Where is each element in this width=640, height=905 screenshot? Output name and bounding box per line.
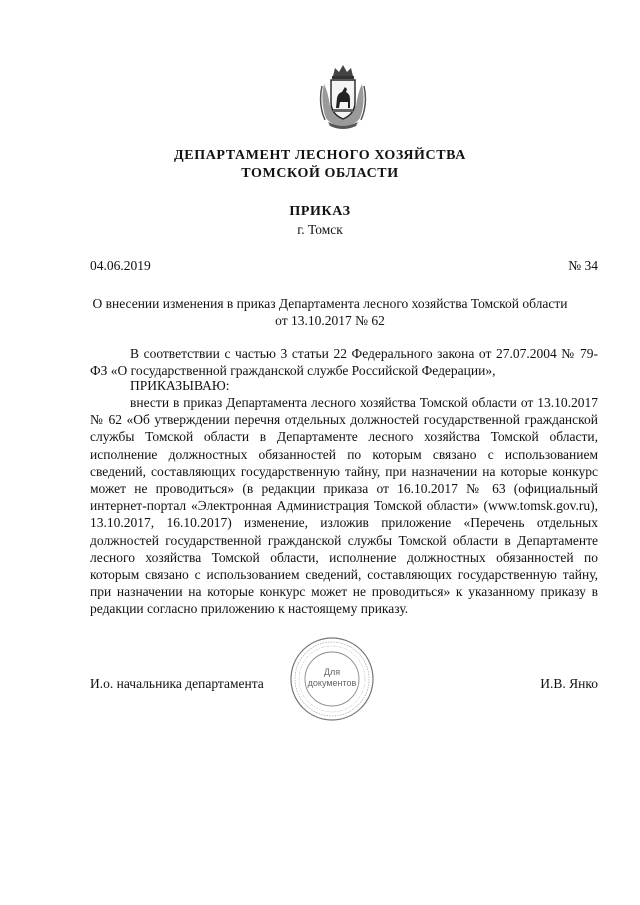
- stamp-line2: документов: [307, 678, 357, 688]
- order-paragraph: внести в приказ Департамента лесного хозяйства Томской области от 13.10.2017 № 62 «Об утверждении перечня отдельных должностей государственной гражданской службы Томской области в Департаменте лесного хозяйства Томской области, исполнение должностных обязанностей по которым связано с использованием сведений, составляющих государственную тайну, при назначении на которые конкурс может не проводиться» (в редакции приказа от 16.10.2017 № 63 (официальный интернет-портал «Электронная Администрация Томской области» (www.tomsk.gov.ru), 13.10.2017, 16.10.2017) изменение, изложив приложение «Перечень отдельных должностей государственной гражданской службы Томской области в Департаменте лесного хозяйства Томской области, исполнение должностных обязанностей по которым связано с использованием сведений, составляющих государственную тайну, при назначении на которые конкурс может не проводиться» к указанному приказу в редакции согласно приложению к настоящему приказу.: [90, 395, 598, 617]
- department-name-line1: ДЕПАРТАМЕНТ ЛЕСНОГО ХОЗЯЙСТВА: [174, 148, 466, 163]
- document-type-title: ПРИКАЗ: [289, 204, 351, 219]
- subject-line1: О внесении изменения в приказ Департамента лесного хозяйства Томской области: [92, 296, 568, 311]
- subject-line2: от 13.10.2017 № 62: [275, 313, 385, 328]
- stamp-line1: Для: [323, 667, 341, 677]
- signatory-position: И.о. начальника департамента: [90, 676, 264, 691]
- tomsk-region-coat-of-arms-icon: [318, 62, 368, 130]
- preamble-paragraph: В соответствии с частью 3 статьи 22 Федерального закона от 27.07.2004 № 79-ФЗ «О государственной гражданской службе Российской Федерации»,: [90, 346, 598, 379]
- signatory-name: И.В. Янко: [540, 676, 598, 691]
- stamp-text: [289, 667, 375, 689]
- document-subject: [70, 295, 590, 329]
- city-label: г. Томск: [297, 222, 343, 237]
- document-date: 04.06.2019: [90, 258, 151, 273]
- order-word: ПРИКАЗЫВАЮ:: [130, 378, 230, 393]
- document-number: № 34: [568, 258, 598, 273]
- department-name-line2: ТОМСКОЙ ОБЛАСТИ: [241, 166, 399, 181]
- document-stamp: [289, 636, 375, 722]
